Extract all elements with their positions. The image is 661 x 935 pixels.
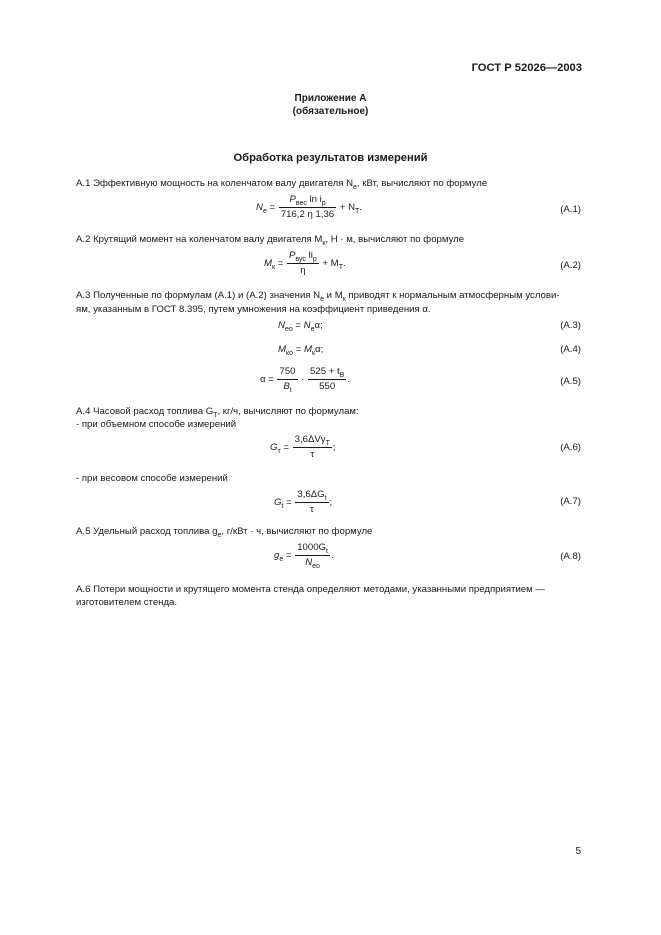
paragraph-a4: А.4 Часовой расход топлива $G_T$, кг/ч, вычисляют по формулам:	[76, 406, 359, 419]
equation-number-a7: (А.7)	[560, 496, 581, 507]
annex-title: Приложение А	[294, 93, 367, 104]
equation-number-a6: (А.6)	[560, 442, 581, 453]
equation-a4: $M_{ко} = M_к\alpha$;	[278, 344, 324, 357]
equation-a2: $M_к$ = $\frac{P_{вус} li_p}{\eta}$ + $M_T$.	[264, 250, 346, 276]
equation-a6: $G_т$ = $\frac{3,6\Delta V\gamma_T}{\tau}$ ;	[270, 434, 336, 460]
equation-a8: $g_e$ = $\frac{1000G_t}{N_{eo}}$ .	[274, 542, 334, 570]
equation-a5: α = $\frac{750}{B_t}$ · $\frac{525 + t_B}{550}$ .	[260, 366, 350, 394]
equation-number-a4: (А.4)	[560, 344, 581, 355]
equation-number-a1: (А.1)	[560, 204, 581, 215]
equation-number-a5: (А.5)	[560, 376, 581, 387]
paragraph-a3-line2: ям, указанным в ГОСТ 8.395, путем умножения на коэффициент приведения α.	[76, 304, 431, 315]
equation-number-a3: (А.3)	[560, 320, 581, 331]
list-item-volumetric: - при объемном способе измерений	[76, 419, 237, 430]
equation-a7: $G_t$ = $\frac{3,6\Delta G_t}{\tau}$ ;	[274, 489, 333, 515]
equation-number-a2: (А.2)	[560, 260, 581, 271]
annex-heading	[0, 92, 661, 118]
paragraph-a6-line1: А.6 Потери мощности и крутящего момента стенда определяют методами, указанными предприятием —	[76, 584, 545, 595]
section-title: Обработка результатов измерений	[233, 152, 428, 164]
paragraph-a2: А.2 Крутящий момент на коленчатом валу двигателя $M_к$, Н · м, вычисляют по формуле	[76, 234, 465, 247]
page-number: 5	[575, 846, 581, 857]
paragraph-a5: А.5 Удельный расход топлива $g_e$, г/кВт · ч, вычисляют по формуле	[76, 526, 373, 539]
equation-a3: $N_{eo} = N_e\alpha$;	[278, 320, 323, 333]
equation-number-a8: (А.8)	[560, 551, 581, 562]
equation-a1: $N_e$ = $\frac{P_{вес} \ln i_p}{716,2 \eta 1,36}$ + $N_T$.	[256, 194, 362, 220]
paragraph-a6-line2: изготовителем стенда.	[76, 597, 178, 608]
annex-status: (обязательное)	[292, 106, 369, 117]
standard-designation: ГОСТ Р 52026—2003	[471, 62, 582, 74]
paragraph-a3-line1: А.3 Полученные по формулам (А.1) и (А.2) значения $N_e$ и $M_к$ приводят к нормальным атмосферным услови-	[76, 290, 560, 303]
paragraph-a1: А.1 Эффективную мощность на коленчатом валу двигателя $N_e$, кВт, вычисляют по формуле	[76, 178, 488, 191]
list-item-weight: - при весовом способе измерений	[76, 473, 228, 484]
